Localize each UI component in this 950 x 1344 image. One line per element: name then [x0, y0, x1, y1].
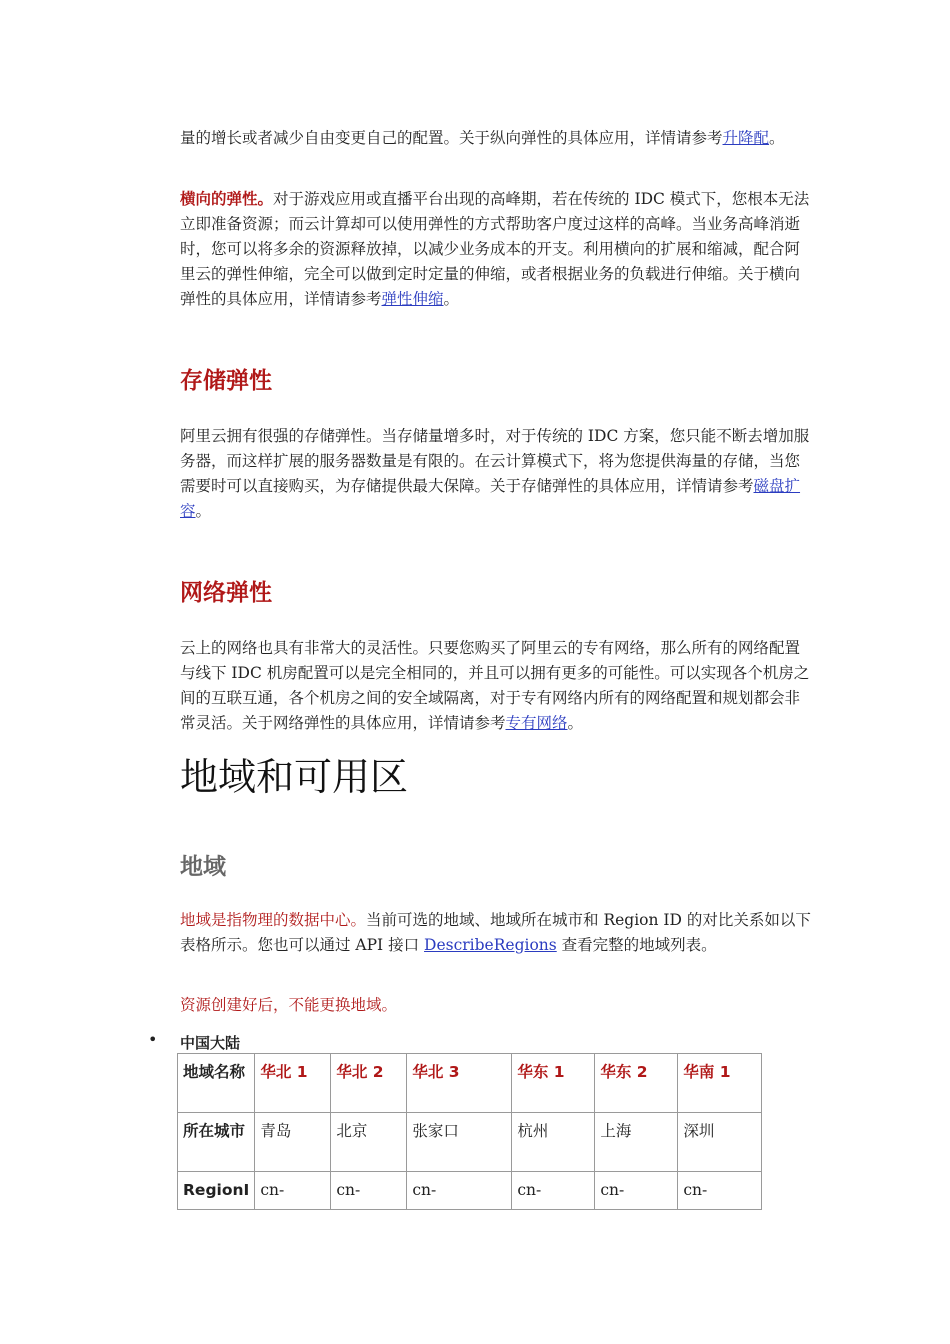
horizontal-elasticity-lead: 横向的弹性。 — [180, 189, 274, 208]
horizontal-elasticity-paragraph — [180, 186, 812, 312]
row-header-city: 所在城市 — [178, 1113, 255, 1172]
table-row — [178, 1113, 762, 1172]
paragraph-text: 量的增长或者减少自由变更自己的配置。关于纵向弹性的具体应用，详情请参考 — [180, 129, 723, 147]
region-id-cell: cn- — [255, 1172, 331, 1210]
region-list-text: 查看完整的地域列表。 — [556, 936, 717, 954]
region-name-cell: 华南 1 — [678, 1054, 762, 1113]
region-name-cell: 华北 1 — [255, 1054, 331, 1113]
table-row — [178, 1054, 762, 1113]
network-elasticity-paragraph — [180, 636, 812, 736]
upgrade-downgrade-link[interactable]: 升降配 — [722, 129, 770, 147]
paragraph-text: 云上的网络也具有非常大的灵活性。只要您购买了阿里云的专有网络，那么所有的网络配置与线下 IDC 机房配置可以是完全相同的，并且可以拥有更多的可能性。可以实现各个机房之间的互联互通，各个机房之间的安全域隔离，对于专有网络内所有的网络配置和规划都会非常灵活。关于网络弹性的具体应用，详情请参考 — [180, 639, 810, 732]
region-table-intro: 当前可选的地域、地域所在城市和 Region ID 的对比关系如以下表格所示。您也可以通过 API 接口 — [180, 911, 811, 954]
network-elasticity-heading: 网络弹性 — [180, 580, 272, 606]
region-change-note: 资源创建好后，不能更换地域。 — [180, 996, 398, 1014]
city-cell: 青岛 — [255, 1113, 331, 1172]
region-id-cell: cn- — [595, 1172, 678, 1210]
region-subtitle: 地域 — [180, 854, 226, 880]
city-cell: 深圳 — [678, 1113, 762, 1172]
city-cell: 张家口 — [407, 1113, 512, 1172]
period: 。 — [195, 502, 212, 520]
row-header-region-name: 地域名称 — [178, 1054, 255, 1113]
region-id-cell: cn- — [407, 1172, 512, 1210]
city-cell: 北京 — [331, 1113, 407, 1172]
vpc-link[interactable]: 专有网络 — [505, 714, 568, 732]
city-cell: 杭州 — [512, 1113, 595, 1172]
region-id-cell: cn- — [512, 1172, 595, 1210]
bullet-dot: • — [148, 1030, 158, 1049]
region-name-cell: 华北 3 — [407, 1054, 512, 1113]
city-cell: 上海 — [595, 1113, 678, 1172]
region-name-cell: 华北 2 — [331, 1054, 407, 1113]
region-name-cell: 华东 1 — [512, 1054, 595, 1113]
paragraph-text: 对于游戏应用或直播平台出现的高峰期，若在传统的 IDC 模式下，您根本无法立即准备资源；而云计算却可以使用弹性的方式帮助客户度过这样的高峰。当业务高峰消逝时，您可以将多余的资源释放掉，以减少业务成本的开支。利用横向的扩展和缩减，配合阿里云的弹性伸缩，完全可以做到定时定量的伸缩，或者根据业务的负载进行伸缩。关于横向弹性的具体应用，详情请参考 — [180, 190, 810, 308]
period: 。 — [443, 290, 460, 308]
regions-and-zones-title: 地域和可用区 — [180, 755, 409, 799]
auto-scaling-link[interactable]: 弹性伸缩 — [381, 290, 444, 308]
region-id-cell: cn- — [678, 1172, 762, 1210]
region-table — [177, 1053, 762, 1210]
row-header-region-id: RegionI — [178, 1172, 255, 1210]
region-name-cell: 华东 2 — [595, 1054, 678, 1113]
vertical-elasticity-paragraph — [180, 126, 812, 151]
mainland-china-label: 中国大陆 — [180, 1034, 241, 1052]
storage-elasticity-paragraph — [180, 424, 812, 524]
region-id-cell: cn- — [331, 1172, 407, 1210]
period: 。 — [769, 129, 785, 147]
disk-expansion-link[interactable]: 磁盘扩容 — [180, 477, 801, 520]
table-row — [178, 1172, 762, 1210]
paragraph-text: 阿里云拥有很强的存储弹性。当存储量增多时，对于传统的 IDC 方案，您只能不断去增加服务器，而这样扩展的服务器数量是有限的。在云计算模式下，将为您提供海量的存储，当您需要时可以直接购买，为存储提供最大保障。关于存储弹性的具体应用，详情请参考 — [180, 427, 810, 495]
storage-elasticity-heading: 存储弹性 — [180, 368, 272, 394]
region-description — [180, 908, 812, 958]
period: 。 — [567, 714, 584, 732]
region-definition: 地域是指物理的数据中心。 — [180, 911, 367, 929]
describe-regions-link[interactable]: DescribeRegions — [424, 936, 557, 954]
